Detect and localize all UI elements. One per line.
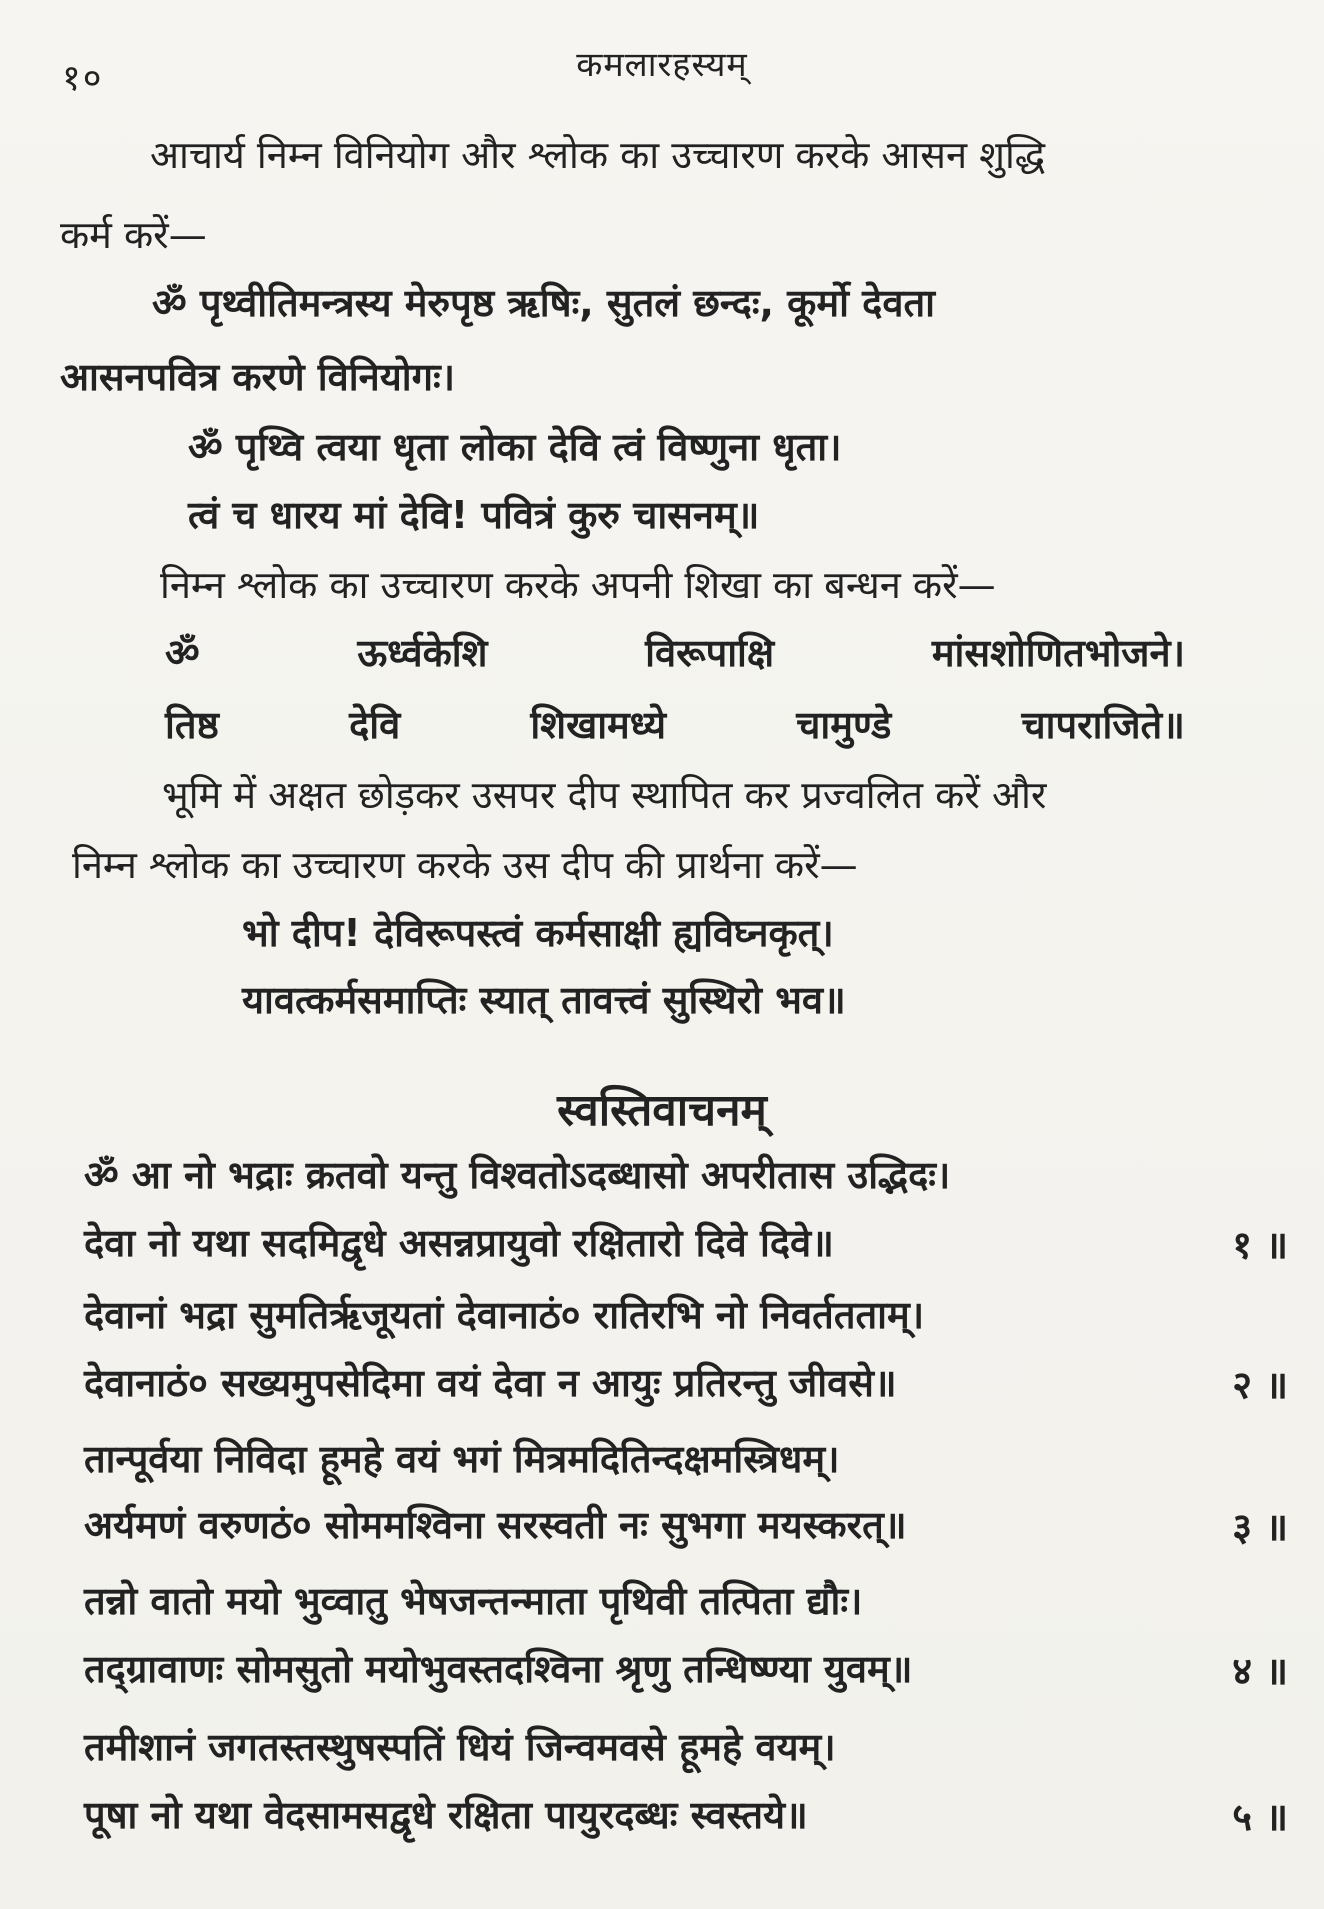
shloka-word: देवि	[349, 703, 401, 747]
shloka-word: मांसशोणितभोजने।	[931, 631, 1185, 675]
instruction-line: कर्म करें—	[60, 213, 207, 257]
shloka-line: ॐ पृथ्वि त्वया धृता लोका देवि त्वं विष्णुना धृता।	[188, 425, 842, 469]
verse-line: तद्ग्रावाणः सोमसुतो मयोभुवस्तदश्विना श्रृणु तन्धिष्ण्या युवम्॥	[84, 1647, 913, 1691]
instruction-line: निम्न श्लोक का उच्चारण करके अपनी शिखा का बन्धन करें—	[160, 563, 996, 607]
verse-line: देवानां भद्रा सुमतिर्ऋजूयतां देवानाठं० रातिरभि नो निवर्ततताम्।	[84, 1293, 925, 1337]
running-head-title: कमलारहस्यम्	[576, 45, 748, 85]
shloka-word: तिष्ठ	[165, 703, 219, 747]
shloka-line-spread	[165, 628, 1185, 678]
verse-line: अर्यमणं वरुणठं० सोममश्विना सरस्वती नः सुभगा मयस्करत्॥	[84, 1503, 907, 1547]
verse-line: देवा नो यथा सदमिद्वृधे असन्नप्रायुवो रक्षितारो दिवे दिवे॥	[84, 1221, 834, 1265]
viniyoga-line: ॐ पृथ्वीतिमन्त्रस्य मेरुपृष्ठ ऋषिः, सुतलं छन्दः, कूर्मो देवता	[152, 281, 935, 325]
shloka-line-spread	[165, 700, 1185, 750]
shloka-word: चापराजिते॥	[1021, 703, 1185, 747]
verse-line: तमीशानं जगतस्तस्थुषस्पतिं धियं जिन्वमवसे हूमहे वयम्।	[84, 1725, 836, 1769]
instruction-line: आचार्य निम्न विनियोग और श्लोक का उच्चारण करके आसन शुद्धि	[150, 133, 1046, 177]
viniyoga-line: आसनपवित्र करणे विनियोगः।	[60, 355, 456, 399]
verse-line: देवानाठं० सख्यमुपसेदिमा वयं देवा न आयुः प्रतिरन्तु जीवसे॥	[84, 1361, 897, 1405]
shloka-word: विरूपाक्षि	[645, 631, 775, 675]
shloka-line: भो दीप! देविरूपस्त्वं कर्मसाक्षी ह्यविघ्नकृत्।	[242, 911, 834, 955]
instruction-line: निम्न श्लोक का उच्चारण करके उस दीप की प्रार्थना करें—	[72, 843, 858, 887]
verse-line: ॐ आ नो भद्राः क्रतवो यन्तु विश्वतोऽदब्धासो अपरीतास उद्भिदः।	[84, 1153, 951, 1197]
verse-number: २ ॥	[1232, 1363, 1288, 1407]
page-number: १०	[62, 58, 104, 99]
verse-line: तन्नो वातो मयो भुव्वातु भेषजन्तन्माता पृथिवी तत्पिता द्यौः।	[84, 1579, 863, 1623]
instruction-line: भूमि में अक्षत छोड़कर उसपर दीप स्थापित कर प्रज्वलित करें और	[162, 773, 1047, 817]
verse-number: ५ ॥	[1232, 1795, 1288, 1839]
verse-line: तान्पूर्वया निविदा हूमहे वयं भगं मित्रमदितिन्दक्षमस्त्रिधम्।	[84, 1437, 840, 1481]
verse-line: पूषा नो यथा वेदसामसद्वृधे रक्षिता पायुरदब्धः स्वस्तये॥	[84, 1793, 808, 1837]
shloka-line: त्वं च धारय मां देवि! पवित्रं कुरु चासनम्॥	[188, 493, 760, 537]
verse-number: ३ ॥	[1232, 1505, 1288, 1549]
shloka-word: ॐ	[165, 631, 200, 675]
shloka-word: चामुण्डे	[796, 703, 892, 747]
shloka-word: शिखामध्ये	[530, 703, 667, 747]
verse-number: १ ॥	[1232, 1223, 1288, 1267]
shloka-line: यावत्कर्मसमाप्तिः स्यात् तावत्त्वं सुस्थिरो भव॥	[242, 978, 846, 1022]
shloka-word: ऊर्ध्वकेशि	[357, 631, 488, 675]
section-heading: स्वस्तिवाचनम्	[557, 1085, 767, 1136]
verse-number: ४ ॥	[1232, 1649, 1288, 1693]
